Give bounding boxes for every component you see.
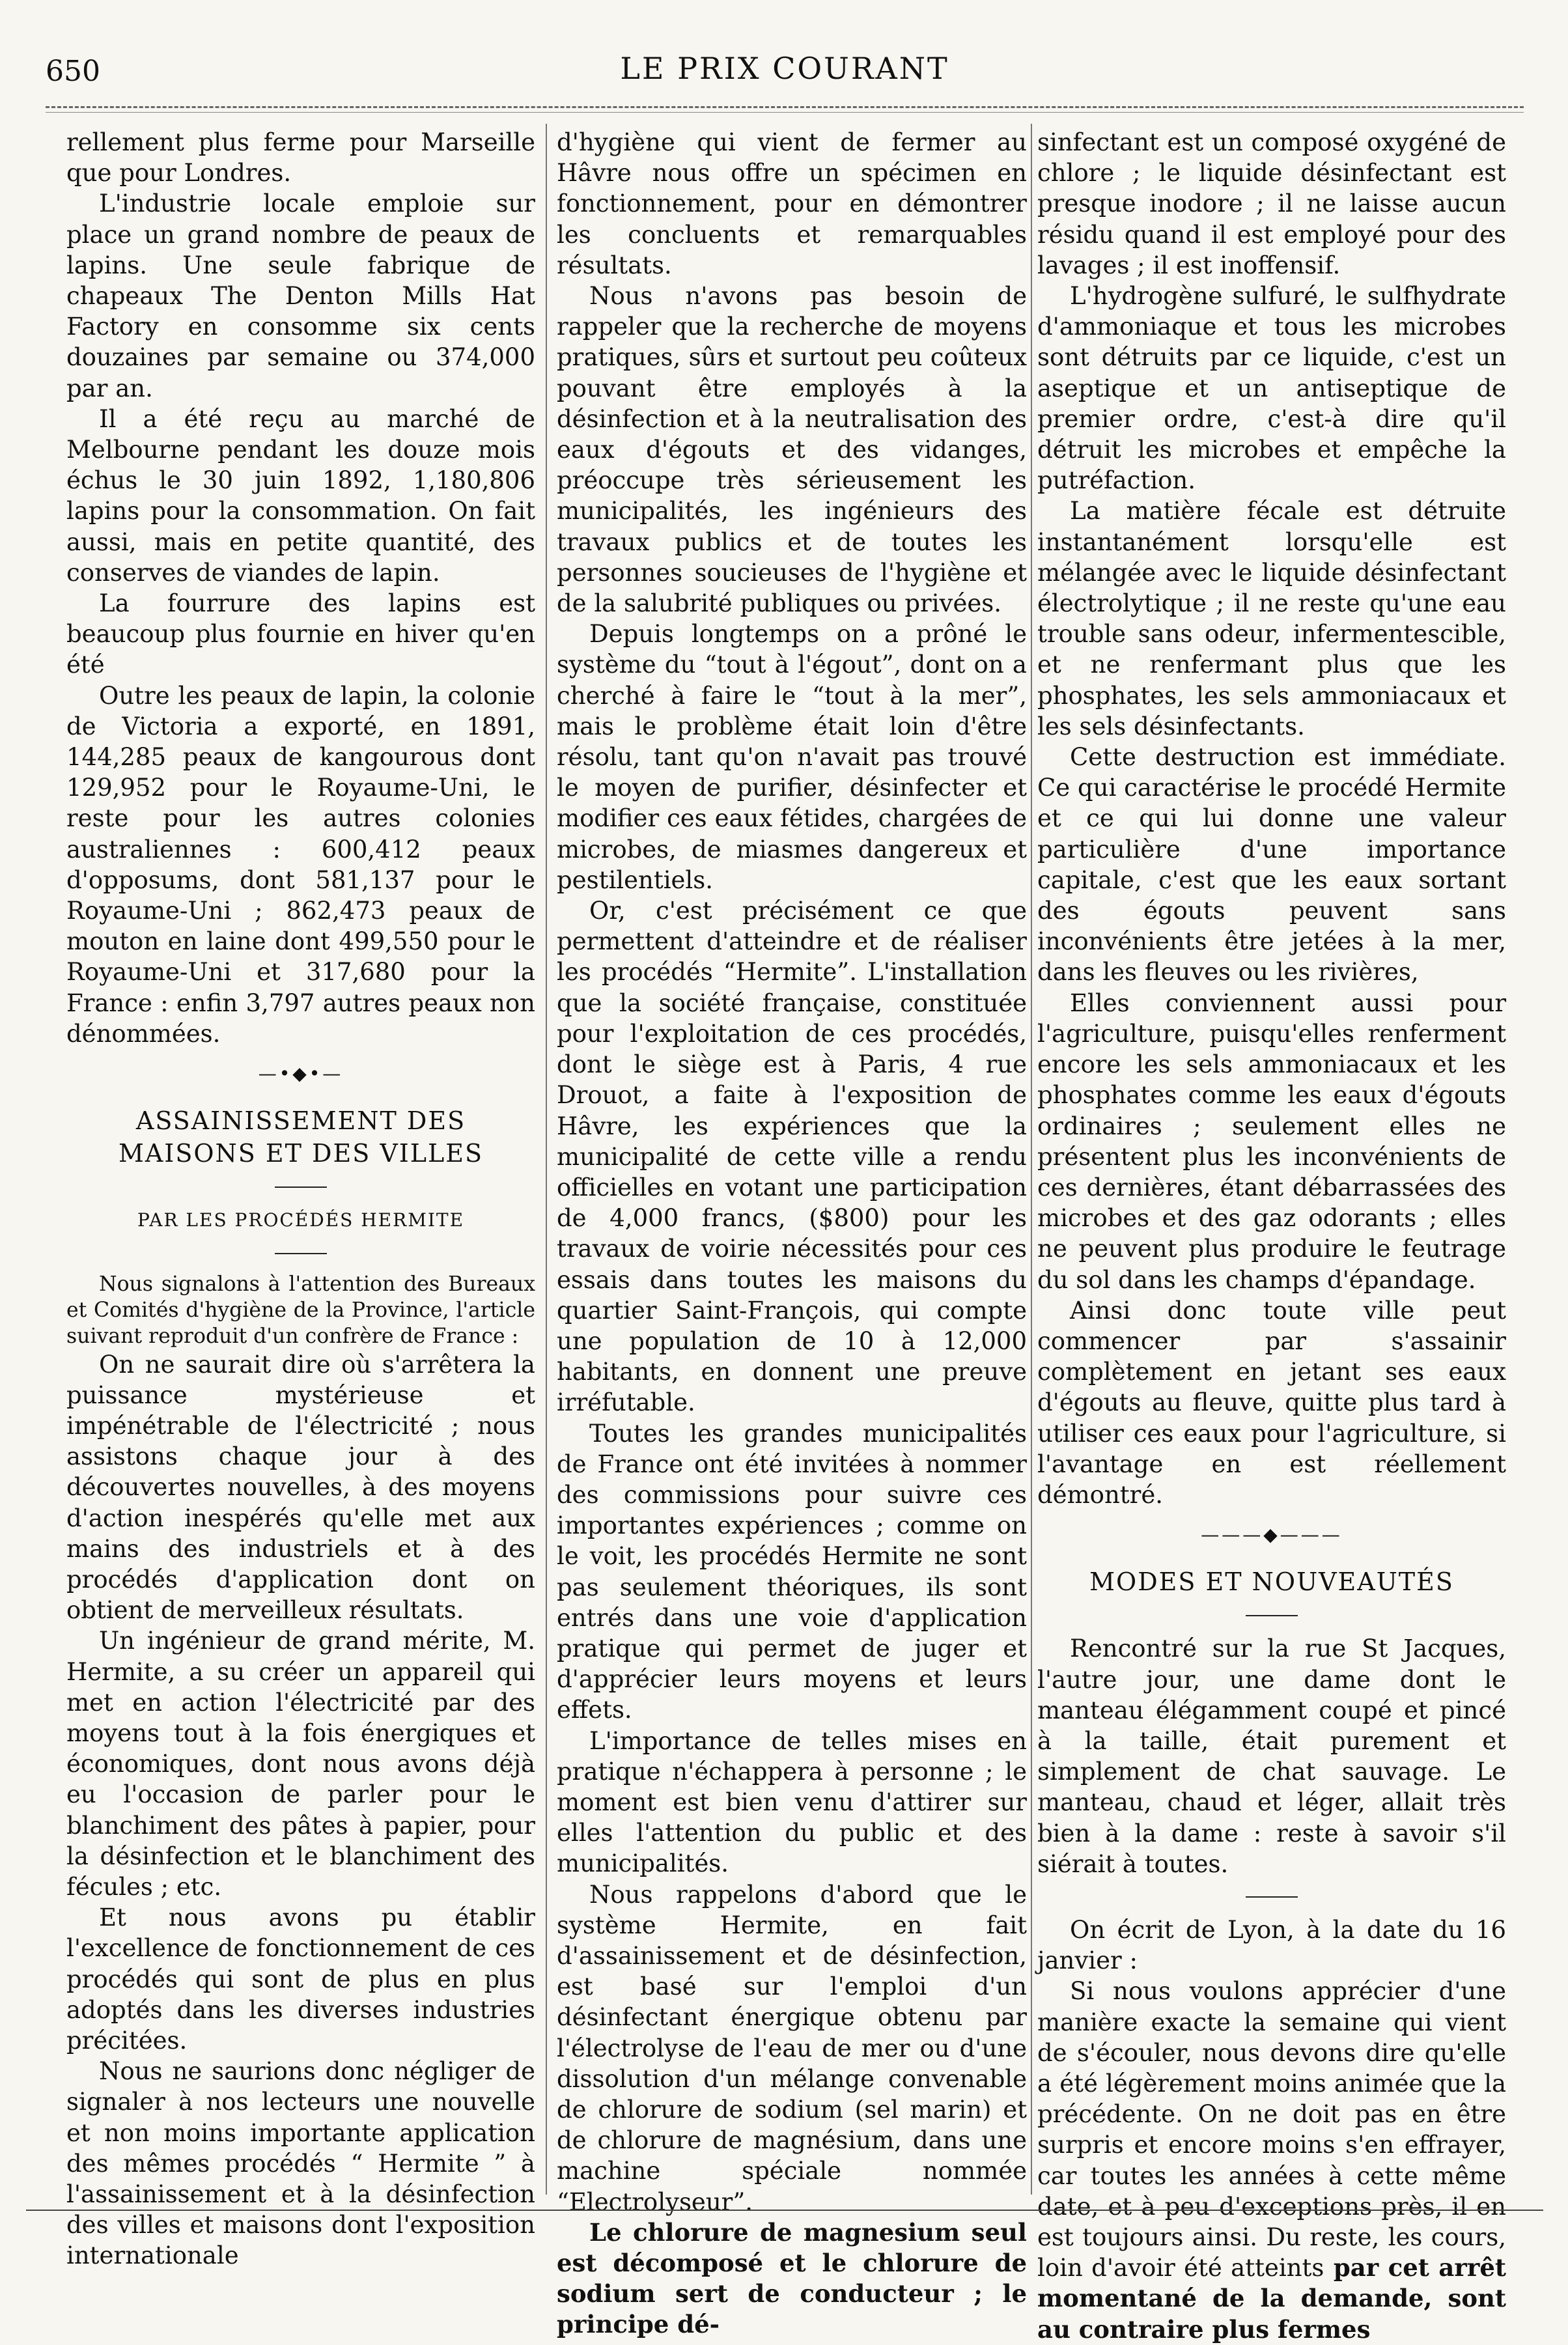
journal-title: LE PRIX COURANT: [620, 51, 949, 86]
paragraph: Il a été reçu au marché de Melbourne pendant les douze mois échus le 30 juin 1892, 1,180,806 lapins pour la consommation. On fait aussi, mais en petite quantité, des conserves de viandes de lapin.: [66, 404, 535, 587]
paragraph: Nous n'avons pas besoin de rappeler que la recherche de moyens pratiques, sûrs et surtout peu coûteux pouvant être employés à la désinfection et à la neutralisation des eaux d'égouts et des vidanges, préoccupe très sérieusement les municipalités, les ingénieurs des travaux publics et de toutes les personnes soucieuses de l'hygiène et de la salubrité publiques ou privées.: [557, 282, 1027, 618]
paragraph: Un ingénieur de grand mérite, M. Hermite, a su créer un appareil qui met en action l'électricité par des moyens tout à la fois énergiques et économiques, dont nous avons déjà eu l'occasion de parler pour le blanchiment des pâtes à papier, pour la désinfection et le blanchiment des fécules ; etc.: [66, 1627, 535, 1901]
paragraph: Nous ne saurions donc négliger de signaler à nos lecteurs une nouvelle et non moins importante application des mêmes procédés “ Hermite ” à l'assainissement et à la désinfection des villes et maisons dont l'exposition internationale: [66, 2057, 535, 2270]
paragraph: [1037, 1976, 1506, 2344]
paragraph: Et nous avons pu établir l'excellence de fonctionnement de ces procédés qui sont de plus en plus adoptés dans les diverses industries précitées.: [66, 1903, 535, 2055]
article-subtitle: PAR LES PROCÉDÉS HERMITE: [137, 1209, 465, 1231]
short-rule: [1246, 1615, 1298, 1616]
paragraph: On ne saurait dire où s'arrêtera la puissance mystérieuse et impénétrable de l'électricité ; nous assistons chaque jour à des découvertes nouvelles, à des moyens d'action inespérés qu'elle met aux mains des industriels et à des procédés d'application dont on obtient de merveilleux résultats.: [66, 1350, 535, 1625]
paragraph: Nous rappelons d'abord que le système Hermite, en fait d'assainissement et de désinfection, est basé sur l'emploi d'un désinfectant énergique obtenu par l'électrolyse de l'eau de mer ou d'une dissolution d'un mélange convenable de chlorure de sodium (sel marin) et de chlorure de magnésium, dans une machine spéciale nommée “Electrolyseur”.: [557, 1880, 1027, 2216]
paragraph: Outre les peaux de lapin, la colonie de Victoria a exporté, en 1891, 144,285 peaux de kangourous dont 129,952 pour le Royaume-Uni, le reste pour les autres colonies australiennes : 600,412 peaux d'opposums, dont 581,137 pour le Royaume-Uni ; 862,473 peaux de mouton en laine dont 499,550 pour le Royaume-Uni et 317,680 pour la France : enfin 3,797 autres peaux non dénommées.: [66, 681, 535, 1048]
paragraph: Le chlorure de magnesium seul est décomposé et le chlorure de sodium sert de conducteur ; le principe dé-: [557, 2217, 1027, 2339]
column-3: [1037, 127, 1506, 2344]
short-rule: [275, 1187, 327, 1188]
paragraph: Or, c'est précisément ce que permettent d'atteindre et de réaliser les procédés “Hermite”. L'installation que la société française, constituée pour l'exploitation de ces procédés, dont le siège est à Paris, 4 rue Drouot, a faite à l'exposition de Hâvre, les expériences que la municipalité de cette ville a rendu officielles en votant une participation de 4,000 francs, ($800) pour les travaux de voirie nécessités pour ces essais dans toutes les maisons du quartier Saint-François, qui compte une population de 10 à 12,000 habitants, en donnent une preuve irréfutable.: [557, 897, 1027, 1417]
page-number: 650: [46, 55, 100, 88]
paragraph: Rencontré sur la rue St Jacques, l'autre jour, une dame dont le manteau élégamment coupé et pincé à la taille, était purement et simplement de chat sauvage. Le manteau, chaud et léger, allait très bien à la dame : reste à savoir s'il siérait à toutes.: [1037, 1635, 1506, 1878]
article-title: ASSAINISSEMENT DES MAISONS ET DES VILLES: [118, 1106, 484, 1168]
page-header: [46, 47, 1524, 99]
paragraph: Ainsi donc toute ville peut commencer par s'assainir complètement en jetant ses eaux d'égouts au fleuve, quitte plus tard à utiliser ces eaux pour l'agriculture, si l'avantage en est réellement démontré.: [1037, 1296, 1506, 1509]
article-title: MODES ET NOUVEAUTÉS: [1089, 1567, 1454, 1597]
paragraph: d'hygiène qui vient de fermer au Hâvre nous offre un spécimen en fonctionnement, pour en démontrer les concluents et remarquables résultats.: [557, 128, 1027, 279]
header-rule-thin: [46, 112, 1524, 113]
paragraph: On écrit de Lyon, à la date du 16 janvier :: [1037, 1915, 1506, 1975]
ornament-divider: —•◆•—: [258, 1063, 344, 1085]
paragraph: Elles conviennent aussi pour l'agriculture, puisqu'elles renferment encore les sels ammoniacaux et les phosphates comme les eaux d'égouts ordinaires ; seulement elles ne présentent plus les inconvénients de ces dernières, étant débarrassées des microbes et des gaz odorants ; elles ne peuvent plus produire le feutrage du sol dans les champs d'épandage.: [1037, 989, 1506, 1294]
paragraph: L'hydrogène sulfuré, le sulfhydrate d'ammoniaque et tous les microbes sont détruits par ce liquide, c'est un aseptique et un antiseptique de premier ordre, c'est-à dire qu'il détruit les microbes et empêche la putréfaction.: [1037, 282, 1506, 495]
paragraph: L'importance de telles mises en pratique n'échappera à personne ; le moment est bien venu d'attirer sur elles l'attention du public et des municipalités.: [557, 1726, 1027, 1878]
paragraph: Toutes les grandes municipalités de France ont été invitées à nommer des commissions pour suivre ces importantes expériences ; comme on le voit, les procédés Hermite ne sont pas seulement théoriques, ils sont entrés dans une voie d'application pratique qui permet de juger et d'apprécier leurs moyens et leurs effets.: [557, 1419, 1027, 1724]
column-divider: [546, 124, 547, 2195]
footer-rule: [26, 2210, 1543, 2211]
paragraph: Depuis longtemps on a prôné le système du “tout à l'égout”, dont on a cherché à faire le “tout à la mer”, mais le problème était loin d'être résolu, tant qu'on n'avait pas trouvé le moyen de purifier, désinfecter et modifier ces eaux fétides, chargées de microbes, de miasmes dangereux et pestilentiels.: [557, 620, 1027, 894]
paragraph: Cette destruction est immédiate. Ce qui caractérise le procédé Hermite et ce qui lui donne une valeur particulière d'une importance capitale, c'est que les eaux sortant des égouts peuvent sans inconvénients être jetées à la mer, dans les fleuves ou les rivières,: [1037, 743, 1506, 987]
column-divider: [1031, 124, 1032, 2195]
paragraph: sinfectant est un composé oxygéné de chlore ; le liquide désinfectant est presque inodore ; il ne laisse aucun résidu quand il est employé pour des lavages ; il est inoffensif.: [1037, 128, 1506, 279]
intro-paragraph: Nous signalons à l'attention des Bureaux et Comités d'hygiène de la Province, l'article suivant reproduit d'un confrère de France :: [66, 1272, 535, 1348]
paragraph: La matière fécale est détruite instantanément lorsqu'elle est mélangée avec le liquide désinfectant électrolytique ; il ne reste qu'une eau trouble sans odeur, infermentescible, et ne renfermant plus que les phosphates, les sels ammoniacaux et les sels désinfectants.: [1037, 497, 1506, 740]
column-1: [66, 127, 535, 2270]
short-rule: [1246, 1896, 1298, 1898]
column-2: [557, 127, 1027, 2339]
paragraph-bold-text: par cet arrêt momentané de la demande, sont au contraire plus fermes: [1037, 2253, 1506, 2344]
paragraph: La fourrure des lapins est beaucoup plus fournie en hiver qu'en été: [66, 589, 535, 679]
header-rule: [46, 106, 1524, 108]
short-rule: [275, 1253, 327, 1254]
paragraph-text: Si nous voulons apprécier d'une manière exacte la semaine qui vient de s'écouler, nous devons dire qu'elle a été légèrement moins animée que la précédente. On ne doit pas en être surpris et encore moins s'en effrayer, car toutes les années à cette même date, et à peu d'exceptions près, il en est toujours ainsi. Du reste, les cours, loin d'avoir été atteints: [1037, 1977, 1506, 2282]
paragraph: rellement plus ferme pour Marseille que pour Londres.: [66, 128, 535, 188]
paragraph: L'industrie locale emploie sur place un grand nombre de peaux de lapins. Une seule fabrique de chapeaux The Denton Mills Hat Factory en consomme six cents douzaines par semaine ou 374,000 par an.: [66, 190, 535, 402]
ornament-divider: ———◆———: [1201, 1524, 1343, 1546]
